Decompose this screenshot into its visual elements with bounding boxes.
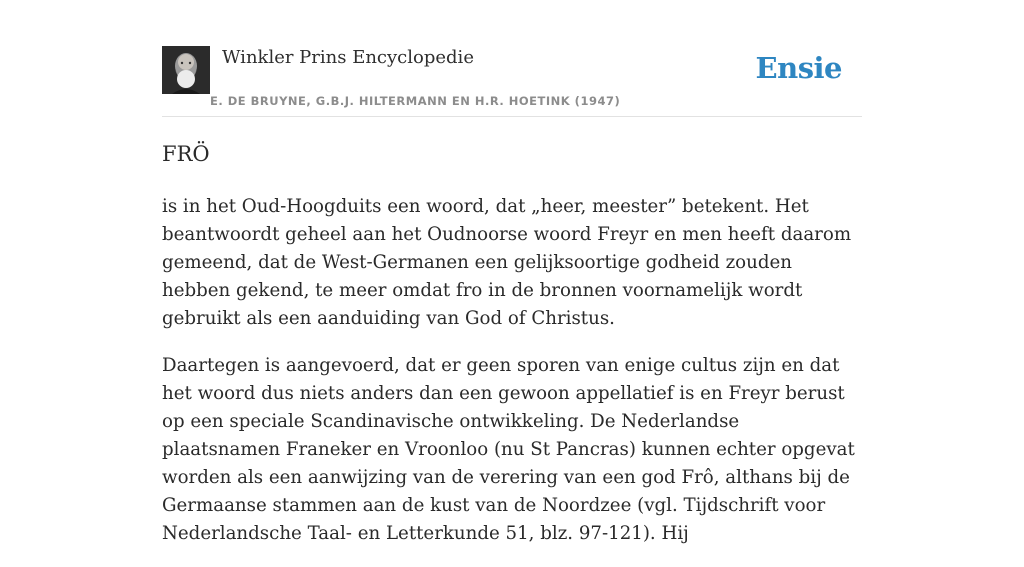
source-title[interactable]: Winkler Prins Encyclopedie (222, 47, 474, 68)
article-paragraph: Daartegen is aangevoerd, dat er geen sporen van enige cultus zijn en dat het woord dus niets anders dan een gewoon appellatief is en Freyr berust op een speciale Scandinavische ontwikkeling. De Nederlandse plaatsnamen Franeker en Vroonloo (nu St Pancras) kunnen echter opgevat worden als een aanwijzing van de verering van een god Frô, althans bij de Germaanse stammen aan de kust van de Noordzee (vgl. Tijdschrift voor Nederlandsche Taal- en Letterkunde 51, blz. 97-121). Hij (162, 355, 855, 544)
authors-line: E. DE BRUYNE, G.B.J. HILTERMANN EN H.R. HOETINK (1947) (210, 94, 621, 108)
author-portrait-icon (162, 46, 210, 94)
entry-title: FRÖ (162, 142, 210, 166)
page (162, 0, 862, 544)
article-paragraph: is in het Oud-Hoogduits een woord, dat „heer, meester” betekent. Het beantwoordt geheel aan het Oudnoorse woord Freyr en men heeft daarom gemeend, dat de West-Germanen een gelijksoortige godheid zouden hebben gekend, te meer omdat fro in de bronnen voornamelijk wordt gebruikt als een aanduiding van God of Christus. (162, 196, 852, 329)
header (162, 46, 862, 117)
brand-logo[interactable]: Ensie (755, 51, 842, 85)
article-body (162, 193, 862, 567)
